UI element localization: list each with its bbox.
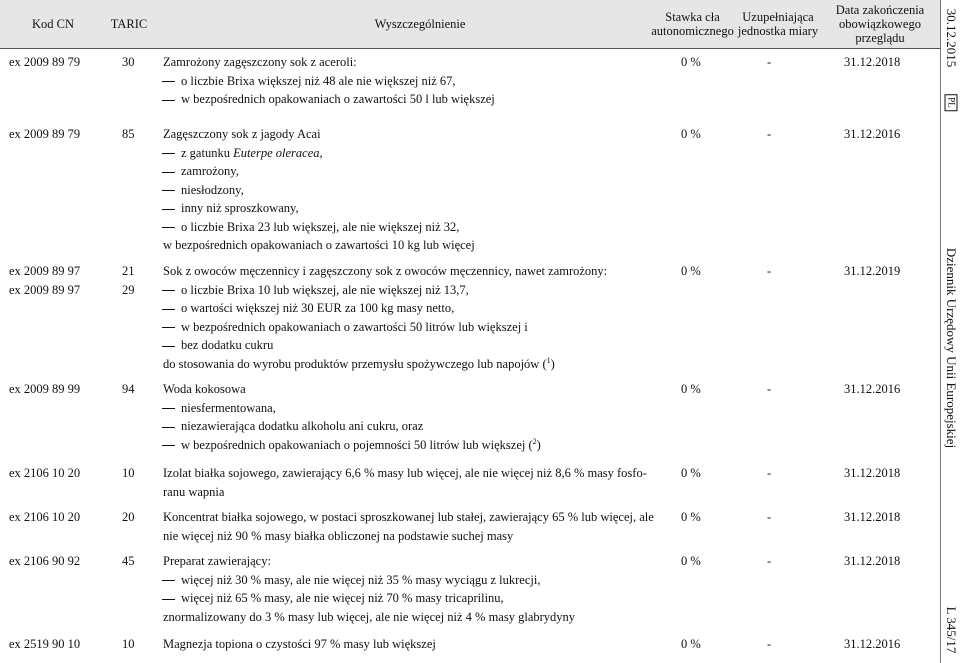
cell-taric [122, 262, 146, 299]
description-subitem: inny niż sproszkowany, [163, 199, 643, 218]
description-line: znormalizowany do 3 % masy lub więcej, ale nie więcej niż 4 % masy glabrydyny [163, 609, 576, 624]
taric-value: 29 [122, 282, 135, 297]
journal-title: Dziennik Urzędowy Unii Europejskiej [944, 247, 959, 449]
kod-value: ex 2009 89 99 [9, 382, 81, 396]
header-jednostka: Uzupełniająca jednostka miary [737, 10, 819, 38]
cell-kod-cn [9, 635, 119, 654]
description-line: Preparat zawierający: [163, 554, 271, 568]
cell-rate: 0 % [681, 382, 701, 396]
description-subitem: bez dodatku cukru [163, 336, 643, 355]
description-subitem: więcej niż 30 % masy, ale nie więcej niż 35 % masy wyciągu z lukrecji, [163, 571, 643, 590]
page-number: L 345/17 [944, 606, 959, 654]
taric-value: 21 [122, 264, 135, 278]
cell-kod-cn [9, 508, 119, 527]
description-line: w bezpośrednich opakowaniach o zawartości 10 kg lub więcej [163, 238, 475, 252]
description-subitem: więcej niż 65 % masy, ale nie więcej niż 70 % masy tricaprilinu, [163, 589, 643, 608]
cell-unit: - [767, 127, 772, 141]
cell-rate: 0 % [681, 510, 701, 524]
description-line: Koncentrat białka sojowego, w postaci sproszkowanej lub stałej, zawierający 65 % lub więcej, ale [163, 510, 654, 524]
cell-kod-cn [9, 125, 119, 144]
header-kod-cn: Kod CN [31, 17, 75, 31]
description-line: nie więcej niż 90 % masy białka obliczonej na podstawie suchej masy [163, 528, 514, 543]
cell-review-date: 31.12.2016 [844, 637, 901, 651]
taric-value: 10 [122, 466, 135, 480]
cell-kod-cn [9, 53, 119, 72]
description-line: Zamrożony zagęszczony sok z aceroli: [163, 55, 357, 69]
kod-value: ex 2009 89 79 [9, 127, 81, 141]
description-subitem: niezawierająca dodatku alkoholu ani cukru, oraz [163, 417, 643, 436]
cell-rate: 0 % [681, 466, 701, 480]
cell-review-date: 31.12.2019 [844, 264, 901, 278]
table-header [0, 0, 940, 49]
cell-unit: - [767, 466, 772, 480]
cell-review-date: 31.12.2016 [844, 382, 901, 396]
description-subitem: niesfermentowana, [163, 399, 643, 418]
cell-taric [122, 552, 146, 571]
cell-description [163, 53, 643, 109]
cell-review-date: 31.12.2018 [844, 55, 901, 69]
description-line: Izolat białka sojowego, zawierający 6,6 % masy lub więcej, ale nie więcej niż 8,6 % masy fosfo- [163, 466, 647, 480]
taric-value: 30 [122, 55, 135, 69]
kod-value: ex 2009 89 97 [9, 264, 81, 278]
cell-taric [122, 53, 146, 72]
description-subitem: o liczbie Brixa 10 lub większej, ale nie większej niż 13,7, [163, 281, 643, 300]
cell-review-date: 31.12.2018 [844, 510, 901, 524]
kod-value: ex 2106 90 92 [9, 554, 81, 568]
kod-value: ex 2009 89 79 [9, 55, 81, 69]
description-line: Woda kokosowa [163, 382, 246, 396]
taric-value: 94 [122, 382, 135, 396]
cell-description [163, 464, 647, 501]
taric-value: 85 [122, 127, 135, 141]
cell-unit: - [767, 554, 772, 568]
cell-taric [122, 635, 146, 654]
cell-taric [122, 464, 146, 483]
description-subitem: o wartości większej niż 30 EUR za 100 kg masy netto, [163, 299, 643, 318]
description-line: Zagęszczony sok z jagody Acai [163, 127, 321, 141]
description-subitem: o liczbie Brixa 23 lub większej, ale nie większej niż 32, [163, 218, 643, 237]
cell-description [163, 508, 654, 545]
cell-description [163, 552, 643, 626]
cell-rate: 0 % [681, 55, 701, 69]
cell-unit: - [767, 264, 772, 278]
kod-value: ex 2106 10 20 [9, 510, 81, 524]
header-data: Data zakończenia obowiązkowego przeglądu [835, 3, 925, 45]
description-subitem: o liczbie Brixa większej niż 48 ale nie większej niż 67, [163, 72, 643, 91]
cell-description [163, 380, 643, 454]
cell-kod-cn [9, 552, 119, 571]
kod-value: ex 2009 89 97 [9, 282, 81, 297]
header-stawka: Stawka cła autonomicznego [651, 10, 734, 38]
cell-taric [122, 125, 146, 144]
cell-kod-cn [9, 380, 119, 399]
kod-value: ex 2106 10 20 [9, 466, 81, 480]
taric-value: 20 [122, 510, 135, 524]
description-line: do stosowania do wyrobu produktów przemysłu spożywczego lub napojów ($^1$) [163, 355, 555, 371]
cell-taric [122, 508, 146, 527]
cell-description [163, 635, 643, 654]
cell-rate: 0 % [681, 127, 701, 141]
cell-review-date: 31.12.2018 [844, 554, 901, 568]
cell-rate: 0 % [681, 554, 701, 568]
cell-kod-cn [9, 464, 119, 483]
description-subitem: w bezpośrednich opakowaniach o pojemności 50 litrów lub większej ($^2$) [163, 436, 643, 455]
description-line: Magnezja topiona o czystości 97 % masy lub większej [163, 637, 436, 651]
cell-unit: - [767, 510, 772, 524]
description-subitem: z gatunku Euterpe oleracea, [163, 144, 643, 163]
side-margin [940, 0, 960, 663]
cell-rate: 0 % [681, 264, 701, 278]
cell-kod-cn [9, 262, 119, 299]
cell-description [163, 125, 643, 255]
description-subitem: w bezpośrednich opakowaniach o zawartości 50 litrów lub większej i [163, 318, 643, 337]
header-taric: TARIC [110, 17, 148, 31]
cell-unit: - [767, 382, 772, 396]
cell-review-date: 31.12.2018 [844, 466, 901, 480]
description-subitem: zamrożony, [163, 162, 643, 181]
cell-description [163, 262, 643, 373]
cell-unit: - [767, 637, 772, 651]
cell-taric [122, 380, 146, 399]
cell-rate: 0 % [681, 637, 701, 651]
cell-unit: - [767, 55, 772, 69]
taric-value: 10 [122, 637, 135, 651]
cell-review-date: 31.12.2016 [844, 127, 901, 141]
publication-date: 30.12.2015 [944, 8, 959, 68]
description-subitem: w bezpośrednich opakowaniach o zawartości 50 l lub większej [163, 90, 643, 109]
header-wyszczegolnienie: Wyszczególnienie [374, 17, 466, 31]
description-line: ranu wapnia [163, 484, 225, 499]
description-subitem: niesłodzony, [163, 181, 643, 200]
taric-value: 45 [122, 554, 135, 568]
description-line: Sok z owoców męczennicy i zagęszczony sok z owoców męczennicy, nawet zamrożony: [163, 264, 608, 278]
language-badge: PL [945, 94, 958, 111]
kod-value: ex 2519 90 10 [9, 637, 81, 651]
